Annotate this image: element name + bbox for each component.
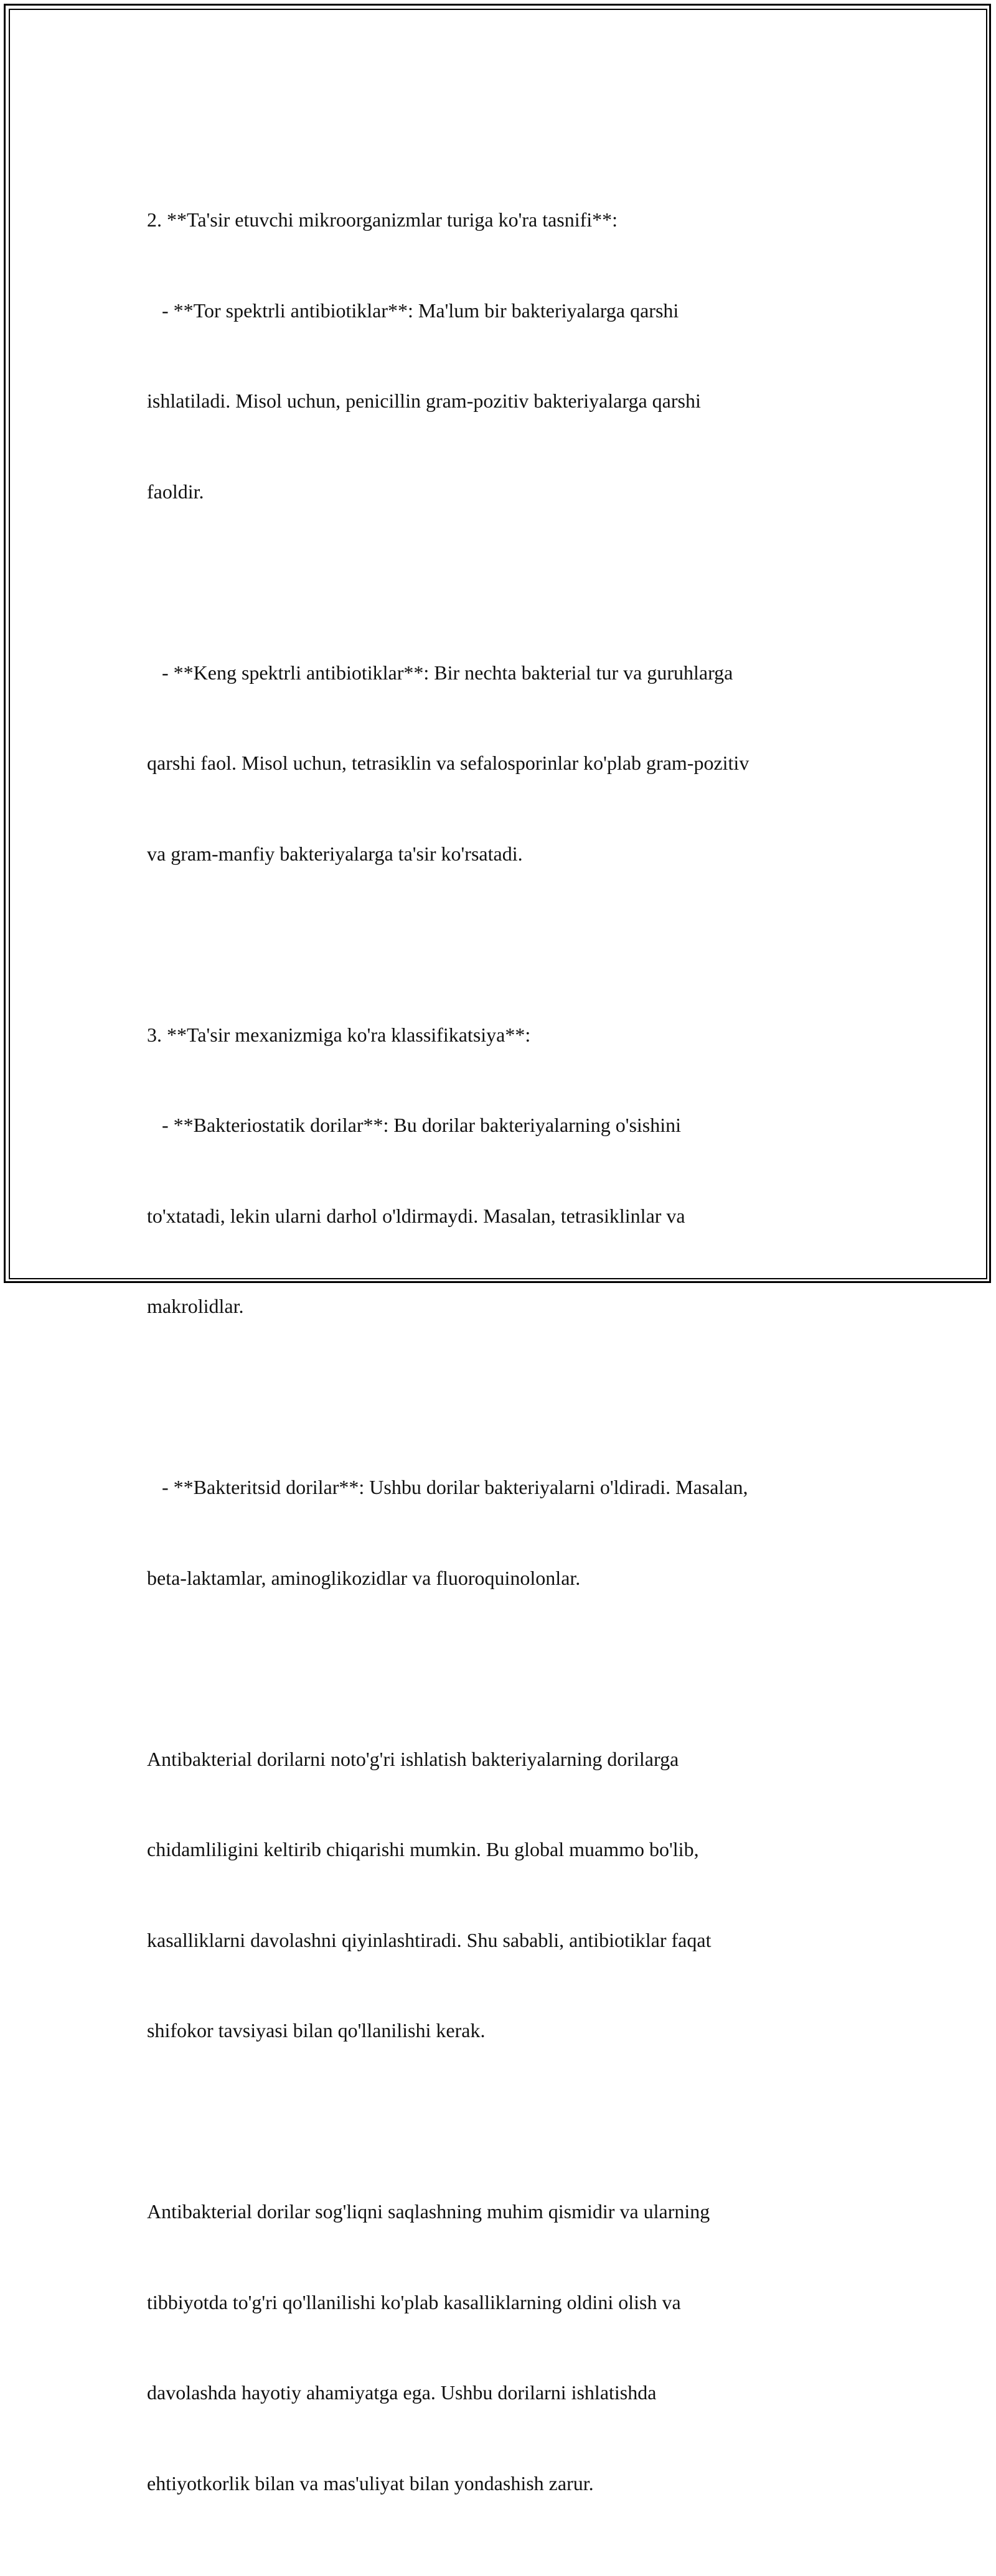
paragraph-xulosa — [147, 2136, 850, 2559]
text-line: shifokor tavsiyasi bilan qo'llanilishi kerak. — [147, 2019, 486, 2042]
text-line: - **Keng spektrli antibiotiklar**: Bir nechta bakterial tur va guruhlarga — [147, 661, 733, 684]
text-line: makrolidlar. — [147, 1295, 244, 1317]
paragraph-section-3 — [147, 959, 850, 1382]
text-line: tibbiyotda to'g'ri qo'llanilishi ko'plab kasalliklarning oldini olish va — [147, 2290, 681, 2313]
text-line: 3. **Ta'sir mexanizmiga ko'ra klassifikatsiya**: — [147, 1023, 531, 1046]
text-line: ehtiyotkorlik bilan va mas'uliyat bilan yondashish zarur. — [147, 2471, 594, 2494]
paragraph-noto-gri — [147, 1684, 850, 2106]
text-line: Antibakterial dorilarni noto'g'ri ishlatish bakteriyalarning dorilarga — [147, 1747, 679, 1770]
text-line: ishlatiladi. Misol uchun, penicillin gram-pozitiv bakteriyalarga qarshi — [147, 390, 701, 412]
document-body — [147, 144, 850, 2576]
paragraph-bakteritsid — [147, 1412, 850, 1653]
paragraph-section-2 — [147, 144, 850, 567]
text-line: qarshi faol. Misol uchun, tetrasiklin va sefalosporinlar ko'plab gram-pozitiv — [147, 752, 749, 774]
text-line: kasalliklarni davolashni qiyinlashtiradi. Shu sababli, antibiotiklar faqat — [147, 1928, 712, 1951]
text-line: - **Bakteriostatik dorilar**: Bu dorilar bakteriyalarning o'sishini — [147, 1114, 682, 1136]
paragraph-keng-spektrli — [147, 597, 850, 930]
text-line: davolashda hayotiy ahamiyatga ega. Ushbu dorilarni ishlatishda — [147, 2381, 657, 2404]
text-line: chidamliligini keltirib chiqarishi mumkin. Bu global muammo bo'lib, — [147, 1838, 699, 1860]
text-line: faoldir. — [147, 480, 204, 503]
text-line: va gram-manfiy bakteriyalarga ta'sir ko'rsatadi. — [147, 842, 523, 865]
text-line: Antibakterial dorilar sog'liqni saqlashning muhim qismidir va ularning — [147, 2200, 710, 2223]
text-line: - **Tor spektrli antibiotiklar**: Ma'lum bir bakteriyalarga qarshi — [147, 299, 679, 322]
text-line: to'xtatadi, lekin ularni darhol o'ldirmaydi. Masalan, tetrasiklinlar va — [147, 1204, 685, 1227]
text-line: 2. **Ta'sir etuvchi mikroorganizmlar turiga ko'ra tasnifi**: — [147, 208, 618, 231]
text-line: beta-laktamlar, aminoglikozidlar va fluoroquinolonlar. — [147, 1566, 581, 1589]
text-line: - **Bakteritsid dorilar**: Ushbu dorilar bakteriyalarni o'ldiradi. Masalan, — [147, 1476, 748, 1498]
